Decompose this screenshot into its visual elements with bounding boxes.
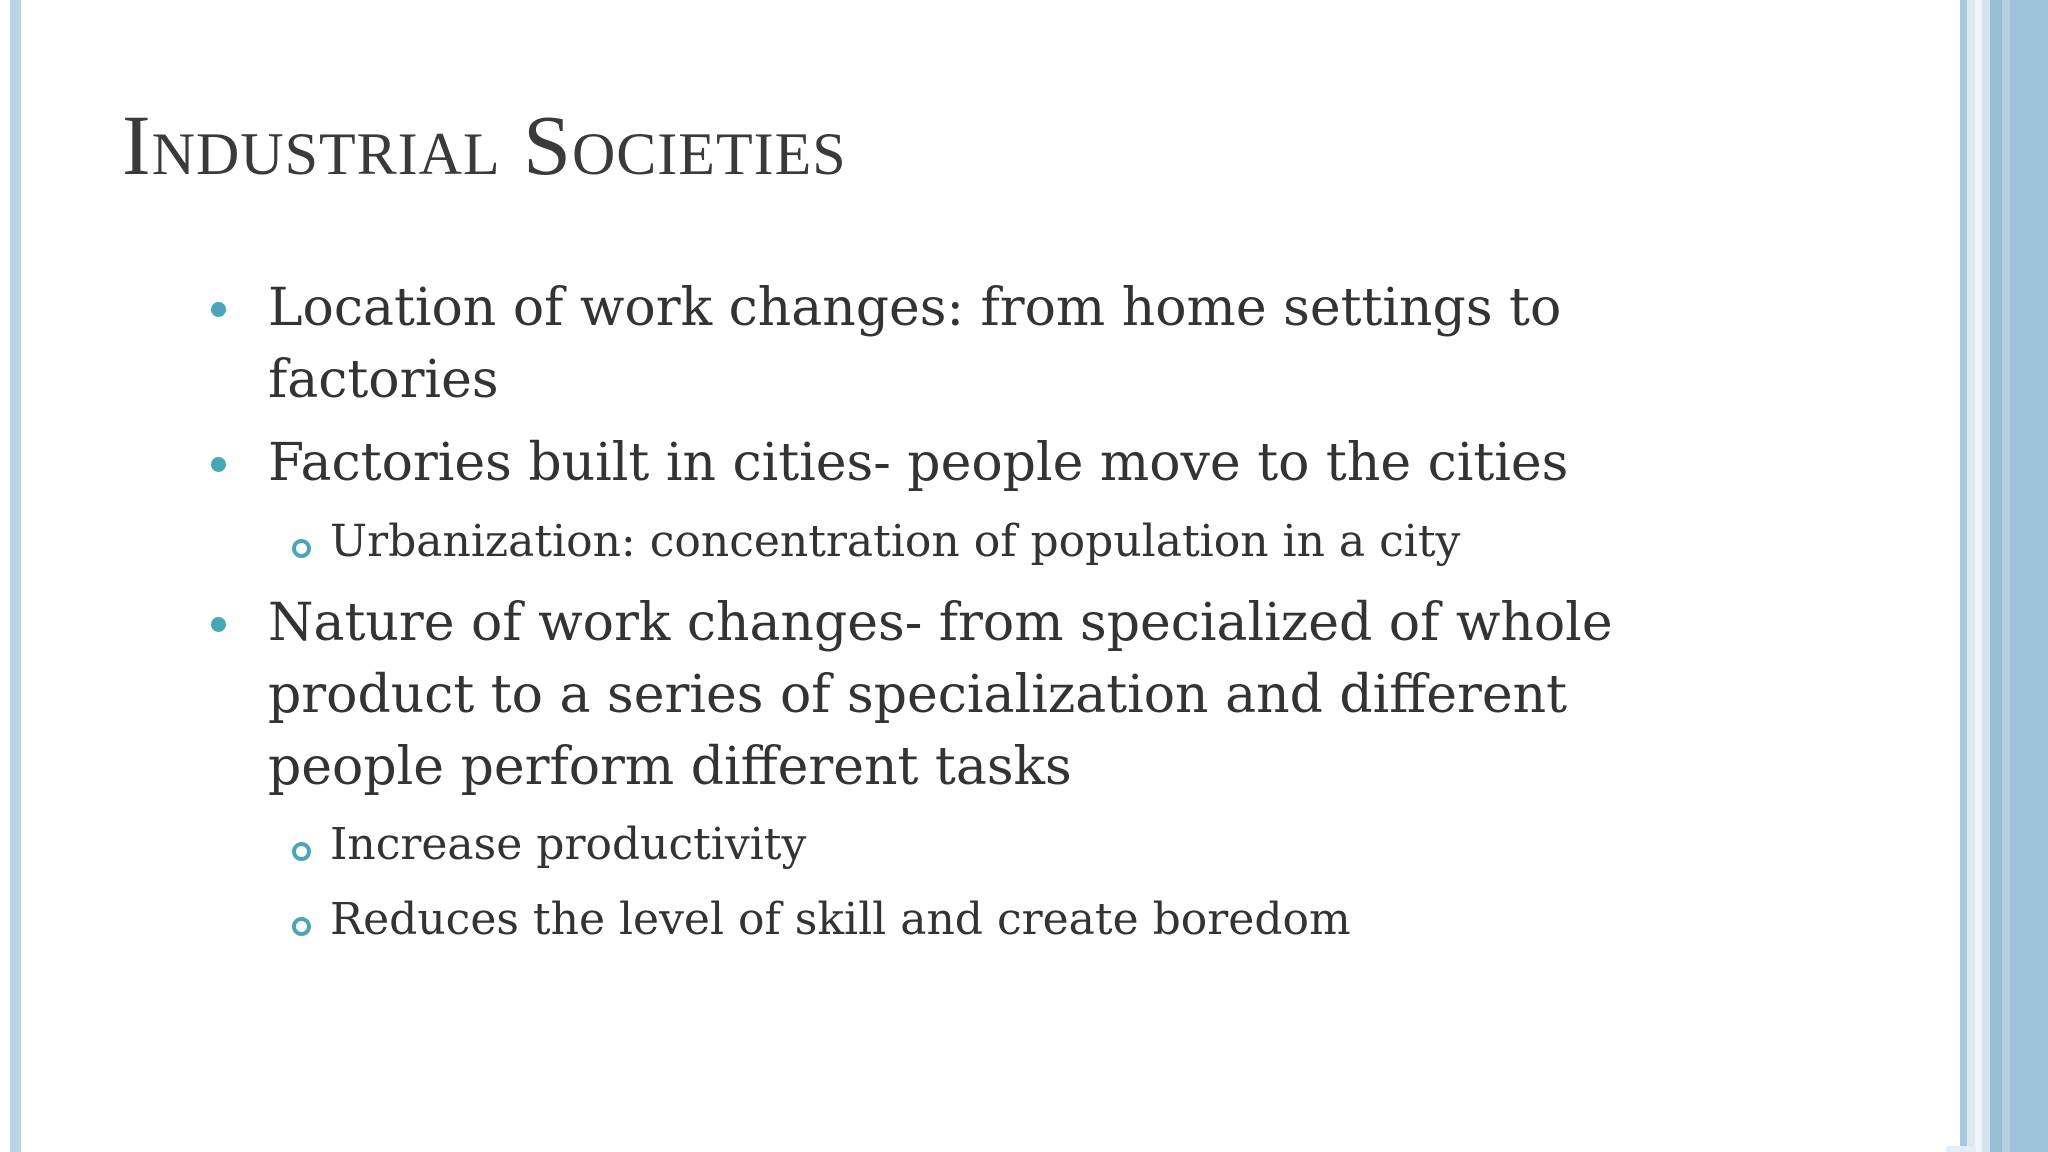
- bullet-dot-icon: [211, 302, 226, 317]
- bullet-1-line-1: Location of work changes: from home settings to: [268, 278, 1562, 338]
- slide-corner-mark: [1946, 1146, 1976, 1152]
- right-border-stripe: [1975, 0, 1982, 1152]
- sub-bullet-ring-icon: [292, 842, 311, 861]
- right-border-stripe: [1967, 0, 1975, 1152]
- bullet-dot-icon: [211, 457, 226, 472]
- right-border-stripe: [1990, 0, 2002, 1152]
- sub-bullet-ring-icon: [292, 917, 311, 936]
- bullet-dot-icon: [211, 617, 226, 632]
- bullet-1-line-2: factories: [268, 350, 499, 410]
- right-border-stripe: [1960, 0, 1967, 1152]
- bullet-2-line-1: Factories built in cities- people move to the cities: [268, 433, 1569, 493]
- bullet-2-sub-1: Urbanization: concentration of population in a city: [330, 516, 1461, 567]
- bullet-3-line-2: product to a series of specialization and different: [268, 665, 1568, 725]
- bullet-3-line-1: Nature of work changes- from specialized of whole: [268, 593, 1613, 653]
- right-border-stripe: [1982, 0, 1990, 1152]
- bullet-3-line-3: people perform different tasks: [268, 737, 1072, 797]
- bullet-3-sub-2: Reduces the level of skill and create boredom: [330, 894, 1351, 945]
- sub-bullet-ring-icon: [292, 539, 311, 558]
- bullet-3-sub-1: Increase productivity: [330, 819, 807, 870]
- right-border-stripe: [2002, 0, 2010, 1152]
- slide-title: Industrial Societies: [122, 97, 847, 193]
- right-border-stripe: [2010, 0, 2048, 1152]
